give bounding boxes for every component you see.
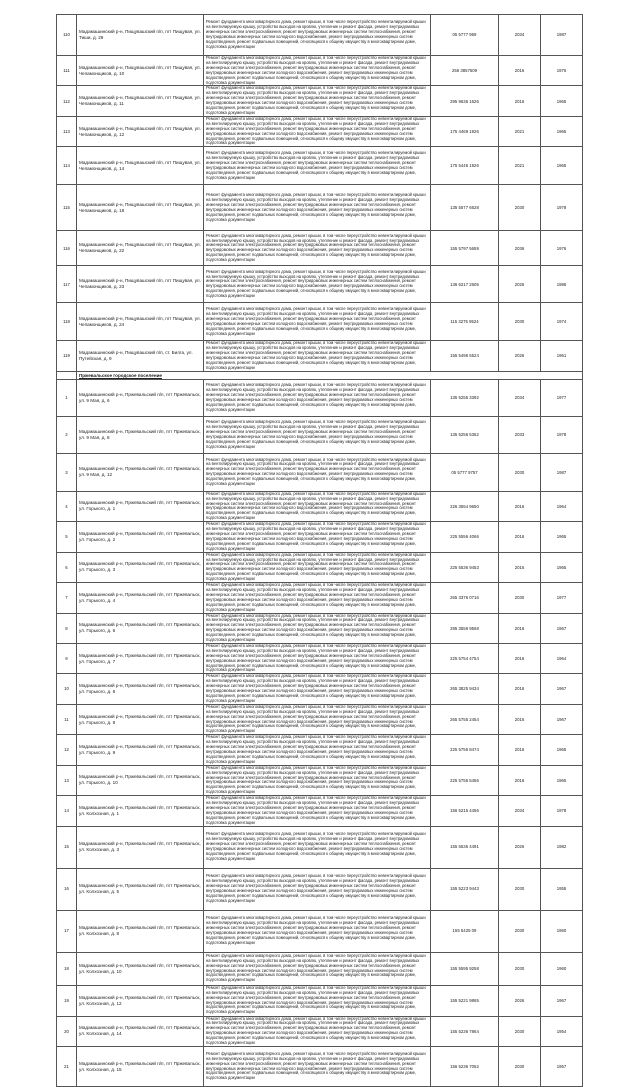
row-address: Мадамашинский р-н, Пржевальский п/п, пгт Пржевальск, ул. Горького, д. 8: [77, 674, 204, 704]
row-number: 9: [57, 643, 77, 673]
row-address: Мадамашинский р-н, Пржевальский п/п, пгт Пржевальск, ул. Колхозная, д. 14: [77, 1016, 204, 1046]
row-cadastral-number: 05 5777 959: [431, 15, 499, 56]
table-row: [57, 1047, 583, 1087]
row-repair-year: 2034: [499, 796, 541, 826]
row-work-description: Ремонт фундамента многоквартирного дома, ремонт крыши, в том числе переустройство невентилируемой крыши на вентилируемую крышу, устройство выходов на кровлю, утепление и ремонт фасада, ремонт внутридомовых инженерных систем электроснабжения, ремонт внутридомовых инженерных систем теплоснабжения, ремонт внутридомовых инженерных систем холодного водоснабжения, ремонт внутридомовых инженерных систем водоотведения, ремонт подвальных помещений, относящихся к общему имуществу в многоквартирном доме, подготовка документации: [204, 522, 431, 552]
row-build-year: 1955: [541, 868, 583, 910]
row-build-year: 1965: [541, 735, 583, 765]
table-row: [57, 704, 583, 734]
table-row: [57, 674, 583, 704]
row-address: Мадамашинский р-н, Пржевальский п/п, пгт Пржевальск, ул. 9 Мая, д. 12: [77, 453, 204, 491]
row-address: Мадамашинский р-н, Пржевальский п/п, пгт Пржевальск, ул. Горького, д. 3: [77, 552, 204, 582]
row-build-year: 1961: [541, 341, 583, 371]
row-cadastral-number: 135 5256 5352: [431, 416, 499, 453]
section-header-row: [57, 371, 583, 379]
row-address: Мадамашинский р-н, Пржевальский п/п, пгт Пржевальск, ул. Горького, д. 6: [77, 613, 204, 643]
row-repair-year: 2036: [499, 231, 541, 266]
row-repair-year: 2030: [499, 185, 541, 231]
row-cadastral-number: 265 3376 0716: [431, 583, 499, 613]
row-repair-year: 2016: [499, 765, 541, 795]
row-number: 11: [57, 704, 77, 734]
row-cadastral-number: 226 3554 9650: [431, 491, 499, 521]
row-address: Мадамашинский р-н, Пищувашский п/п, ст. Билга, ул. Путейская, д. 9: [77, 341, 204, 371]
table-row: [57, 453, 583, 491]
row-build-year: 1976: [541, 56, 583, 86]
row-work-description: Ремонт фундамента многоквартирного дома, ремонт крыши, в том числе переустройство невентилируемой крыши на вентилируемую крышу, устройство выходов на кровлю, утепление и ремонт фасада, ремонт внутридомовых инженерных систем электроснабжения, ремонт внутридомовых инженерных систем теплоснабжения, ремонт внутридомовых инженерных систем холодного водоснабжения, ремонт внутридомовых инженерных систем водоотведения, ремонт подвальных помещений, относящихся к общему имуществу в многоквартирном доме, подготовка документации: [204, 643, 431, 673]
row-address: Мадамашинский р-н, Пржевальский п/п, пгт Пржевальск, ул. Колхозная, д. 12: [77, 985, 204, 1016]
row-repair-year: 2016: [499, 522, 541, 552]
row-build-year: 1976: [541, 231, 583, 266]
table-row: [57, 266, 583, 303]
row-build-year: 1965: [541, 86, 583, 116]
row-build-year: 1967: [541, 985, 583, 1016]
row-cadastral-number: 156 5236 7052: [431, 1047, 499, 1087]
row-address: Мадамашинский р-н, Пржевальский п/п, пгт Пржевальск, ул. Горького, д. 9: [77, 735, 204, 765]
row-cadastral-number: 155 5595 9258: [431, 952, 499, 985]
row-number: 118: [57, 303, 77, 341]
row-address: Мадамашинский р-н, Пржевальский п/п, пгт Пржевальск, ул. Колхозная, д. 5: [77, 868, 204, 910]
row-work-description: Ремонт фундамента многоквартирного дома, ремонт крыши, в том числе переустройство невентилируемой крыши на вентилируемую крышу, устройство выходов на кровлю, утепление и ремонт фасада, ремонт внутридомовых инженерных систем электроснабжения, ремонт внутридомовых инженерных систем теплоснабжения, ремонт внутридомовых инженерных систем холодного водоснабжения, ремонт внутридомовых инженерных систем водоотведения, ремонт подвальных помещений, относящихся к общему имуществу в многоквартирном доме, подготовка документации: [204, 583, 431, 613]
row-address: Мадамашинский р-н, Пржевальский п/п, пгт Пржевальск, ул. Колхозная, д. 15: [77, 1047, 204, 1087]
row-address: Мадамашинский р-н, Пищувашский п/п, пгт Пищувая, ул. Чепамонщиков, д. 11: [77, 86, 204, 116]
row-number: 5: [57, 522, 77, 552]
row-number: 4: [57, 491, 77, 521]
row-repair-year: 2030: [499, 583, 541, 613]
row-number: 119: [57, 341, 77, 371]
row-number: 10: [57, 674, 77, 704]
row-number: 16: [57, 868, 77, 910]
table-row: [57, 147, 583, 185]
row-cadastral-number: 135 5577 6628: [431, 185, 499, 231]
row-number: 8: [57, 613, 77, 643]
row-address: Мадамашинский р-н, Пржевальский п/п, пгт Пржевальск, ул. Горького, д. 2: [77, 522, 204, 552]
row-number: 13: [57, 765, 77, 795]
row-work-description: Ремонт фундамента многоквартирного дома, ремонт крыши, в том числе переустройство невентилируемой крыши на вентилируемую крышу, устройство выходов на кровлю, утепление и ремонт фасада, ремонт внутридомовых инженерных систем электроснабжения, ремонт внутридомовых инженерных систем теплоснабжения, ремонт внутридомовых инженерных систем холодного водоснабжения, ремонт внутридомовых инженерных систем водоотведения, ремонт подвальных помещений, относящихся к общему имуществу в многоквартирном доме, подготовка документации: [204, 379, 431, 416]
table-row: [57, 416, 583, 453]
row-work-description: Ремонт фундамента многоквартирного дома, ремонт крыши, в том числе переустройство невентилируемой крыши на вентилируемую крышу, устройство выходов на кровлю, утепление и ремонт фасада, ремонт внутридомовых инженерных систем электроснабжения, ремонт внутридомовых инженерных систем теплоснабжения, ремонт внутридомовых инженерных систем холодного водоснабжения, ремонт внутридомовых инженерных систем водоотведения, ремонт подвальных помещений, относящихся к общему имуществу в многоквартирном доме, подготовка документации: [204, 826, 431, 868]
row-address: Мадамашинский р-н, Пищувашский п/п, пгт Пищувая, ул. Чепамонщиков, д. 23: [77, 266, 204, 303]
row-work-description: Ремонт фундамента многоквартирного дома, ремонт крыши, в том числе переустройство невентилируемой крыши на вентилируемую крышу, устройство выходов на кровлю, утепление и ремонт фасада, ремонт внутридомовых инженерных систем электроснабжения, ремонт внутридомовых инженерных систем теплоснабжения, ремонт внутридомовых инженерных систем холодного водоснабжения, ремонт внутридомовых инженерных систем водоотведения, ремонт подвальных помещений, относящихся к общему имуществу в многоквартирном доме, подготовка документации: [204, 1047, 431, 1087]
row-build-year: 1967: [541, 704, 583, 734]
table-row: [57, 868, 583, 910]
row-build-year: 1977: [541, 379, 583, 416]
row-number: 117: [57, 266, 77, 303]
row-work-description: Ремонт фундамента многоквартирного дома, ремонт крыши, в том числе переустройство невентилируемой крыши на вентилируемую крышу, устройство выходов на кровлю, утепление и ремонт фасада, ремонт внутридомовых инженерных систем электроснабжения, ремонт внутридомовых инженерных систем теплоснабжения, ремонт внутридомовых инженерных систем холодного водоснабжения, ремонт внутридомовых инженерных систем водоотведения, ремонт подвальных помещений, относящихся к общему имуществу в многоквартирном доме, подготовка документации: [204, 796, 431, 826]
row-build-year: 1965: [541, 147, 583, 185]
row-number: 17: [57, 910, 77, 952]
row-build-year: 1965: [541, 522, 583, 552]
table-row: [57, 552, 583, 582]
row-number: 111: [57, 56, 77, 86]
row-address: Мадамашинский р-н, Пржевальский п/п, пгт Пржевальск, ул. Горького, д. 10: [77, 765, 204, 795]
row-repair-year: 2016: [499, 674, 541, 704]
row-address: Мадамашинский р-н, Пищувашский п/п, пгт Пищувая, ул. Тиши, д. 29: [77, 15, 204, 56]
row-build-year: 1978: [541, 185, 583, 231]
table-row: [57, 56, 583, 86]
row-build-year: 1974: [541, 303, 583, 341]
row-repair-year: 2016: [499, 56, 541, 86]
row-work-description: Ремонт фундамента многоквартирного дома, ремонт крыши, в том числе переустройство невентилируемой крыши на вентилируемую крышу, устройство выходов на кровлю, утепление и ремонт фасада, ремонт внутридомовых инженерных систем электроснабжения, ремонт внутридомовых инженерных систем теплоснабжения, ремонт внутридомовых инженерных систем холодного водоснабжения, ремонт внутридомовых инженерных систем водоотведения, ремонт подвальных помещений, относящихся к общему имуществу в многоквартирном доме, подготовка документации: [204, 56, 431, 86]
row-address: Мадамашинский р-н, Пржевальский п/п, пгт Пржевальск, ул. Колхозная, д. 3: [77, 826, 204, 868]
table-row: [57, 231, 583, 266]
row-cadastral-number: 175 4469 1926: [431, 116, 499, 146]
row-number: 3: [57, 453, 77, 491]
row-cadastral-number: 115 3275 9524: [431, 303, 499, 341]
row-number: 19: [57, 985, 77, 1016]
row-repair-year: 2033: [499, 416, 541, 453]
row-cadastral-number: 175 5446 1926: [431, 147, 499, 185]
row-repair-year: 2016: [499, 552, 541, 582]
row-number: 15: [57, 826, 77, 868]
row-cadastral-number: 155 5223 9443: [431, 868, 499, 910]
row-address: Мадамашинский р-н, Пржевальский п/п, пгт Пржевальск, ул. Колхозная, д. 10: [77, 952, 204, 985]
row-number: 18: [57, 952, 77, 985]
table-row: [57, 303, 583, 341]
row-work-description: Ремонт фундамента многоквартирного дома, ремонт крыши, в том числе переустройство невентилируемой крыши на вентилируемую крышу, устройство выходов на кровлю, утепление и ремонт фасада, ремонт внутридомовых инженерных систем электроснабжения, ремонт внутридомовых инженерных систем теплоснабжения, ремонт внутридомовых инженерных систем холодного водоснабжения, ремонт внутридомовых инженерных систем водоотведения, ремонт подвальных помещений, относящихся к общему имуществу в многоквартирном доме, подготовка документации: [204, 116, 431, 146]
row-address: Мадамашинский р-н, Пржевальский п/п, пгт Пржевальск, ул. Колхозная, д. 8: [77, 910, 204, 952]
row-work-description: Ремонт фундамента многоквартирного дома, ремонт крыши, в том числе переустройство невентилируемой крыши на вентилируемую крышу, устройство выходов на кровлю, утепление и ремонт фасада, ремонт внутридомовых инженерных систем электроснабжения, ремонт внутридомовых инженерных систем теплоснабжения, ремонт внутридомовых инженерных систем холодного водоснабжения, ремонт внутридомовых инженерных систем водоотведения, ремонт подвальных помещений, относящихся к общему имуществу в многоквартирном доме, подготовка документации: [204, 910, 431, 952]
row-address: Мадамашинский р-н, Пржевальский п/п, пгт Пржевальск, ул. Горького, д. 8: [77, 704, 204, 734]
row-repair-year: 2030: [499, 1047, 541, 1087]
table-row: [57, 796, 583, 826]
row-build-year: 1964: [541, 491, 583, 521]
row-address: Мадамашинский р-н, Пржевальский п/п, пгт Пржевальск, ул. Горького, д. 7: [77, 643, 204, 673]
row-build-year: 1987: [541, 453, 583, 491]
row-cadastral-number: 256 3857509: [431, 56, 499, 86]
row-cadastral-number: 295 9636 1626: [431, 86, 499, 116]
row-build-year: 1964: [541, 643, 583, 673]
row-build-year: 1960: [541, 910, 583, 952]
row-build-year: 1965: [541, 552, 583, 582]
table-row: [57, 116, 583, 146]
row-work-description: Ремонт фундамента многоквартирного дома, ремонт крыши, в том числе переустройство невентилируемой крыши на вентилируемую крышу, устройство выходов на кровлю, утепление и ремонт фасада, ремонт внутридомовых инженерных систем электроснабжения, ремонт внутридомовых инженерных систем теплоснабжения, ремонт внутридомовых инженерных систем холодного водоснабжения, ремонт внутридомовых инженерных систем водоотведения, ремонт подвальных помещений, относящихся к общему имуществу в многоквартирном доме, подготовка документации: [204, 985, 431, 1016]
row-repair-year: 2016: [499, 613, 541, 643]
row-build-year: 1954: [541, 1016, 583, 1046]
row-cadastral-number: 225 5556 4066: [431, 522, 499, 552]
table-row: [57, 86, 583, 116]
row-cadastral-number: 155 5425 09: [431, 910, 499, 952]
row-repair-year: 2016: [499, 86, 541, 116]
row-address: Мадамашинский р-н, Пржевальский п/п, пгт Пржевальск, ул. 9 Мая, д. 6: [77, 379, 204, 416]
table-row: [57, 185, 583, 231]
row-cadastral-number: 135 5255 3392: [431, 379, 499, 416]
row-repair-year: 2026: [499, 985, 541, 1016]
row-address: Мадамашинский р-н, Пищувашский п/п, пгт Пищувая, ул. Чепамонщиков, д. 14: [77, 147, 204, 185]
row-repair-year: 2021: [499, 147, 541, 185]
section-title: Пржевальское городское поселение: [77, 371, 583, 379]
row-cadastral-number: 225 5755 5456: [431, 765, 499, 795]
row-work-description: Ремонт фундамента многоквартирного дома, ремонт крыши, в том числе переустройство невентилируемой крыши на вентилируемую крышу, устройство выходов на кровлю, утепление и ремонт фасада, ремонт внутридомовых инженерных систем электроснабжения, ремонт внутридомовых инженерных систем теплоснабжения, ремонт внутридомовых инженерных систем холодного водоснабжения, ремонт внутридомовых инженерных систем водоотведения, ремонт подвальных помещений, относящихся к общему имуществу в многоквартирном доме, подготовка документации: [204, 704, 431, 734]
row-address: Мадамашинский р-н, Пржевальский п/п, пгт Пржевальск, ул. Колхозная, д. 1: [77, 796, 204, 826]
table-row: [57, 522, 583, 552]
row-repair-year: 2030: [499, 1016, 541, 1046]
table-row: [57, 735, 583, 765]
table-row: [57, 910, 583, 952]
row-repair-year: 2016: [499, 491, 541, 521]
row-repair-year: 2030: [499, 453, 541, 491]
row-build-year: 1957: [541, 1047, 583, 1087]
row-work-description: Ремонт фундамента многоквартирного дома, ремонт крыши, в том числе переустройство невентилируемой крыши на вентилируемую крышу, устройство выходов на кровлю, утепление и ремонт фасада, ремонт внутридомовых инженерных систем электроснабжения, ремонт внутридомовых инженерных систем теплоснабжения, ремонт внутридомовых инженерных систем холодного водоснабжения, ремонт внутридомовых инженерных систем водоотведения, ремонт подвальных помещений, относящихся к общему имуществу в многоквартирном доме, подготовка документации: [204, 552, 431, 582]
row-work-description: Ремонт фундамента многоквартирного дома, ремонт крыши, в том числе переустройство невентилируемой крыши на вентилируемую крышу, устройство выходов на кровлю, утепление и ремонт фасада, ремонт внутридомовых инженерных систем электроснабжения, ремонт внутридомовых инженерных систем теплоснабжения, ремонт внутридомовых инженерных систем холодного водоснабжения, ремонт внутридомовых инженерных систем водоотведения, ремонт подвальных помещений, относящихся к общему имуществу в многоквартирном доме, подготовка документации: [204, 147, 431, 185]
row-build-year: 1978: [541, 796, 583, 826]
row-number: 115: [57, 185, 77, 231]
row-repair-year: 2026: [499, 266, 541, 303]
row-build-year: 1978: [541, 416, 583, 453]
row-work-description: Ремонт фундамента многоквартирного дома, ремонт крыши, в том числе переустройство невентилируемой крыши на вентилируемую крышу, устройство выходов на кровлю, утепление и ремонт фасада, ремонт внутридомовых инженерных систем электроснабжения, ремонт внутридомовых инженерных систем теплоснабжения, ремонт внутридомовых инженерных систем холодного водоснабжения, ремонт внутридомовых инженерных систем водоотведения, ремонт подвальных помещений, относящихся к общему имуществу в многоквартирном доме, подготовка документации: [204, 15, 431, 56]
table-row: [57, 15, 583, 56]
row-address: Мадамашинский р-н, Пищувашский п/п, пгт Пищувая, ул. Чепамонщиков, д. 12: [77, 116, 204, 146]
row-build-year: 1960: [541, 952, 583, 985]
row-repair-year: 2030: [499, 910, 541, 952]
row-cadastral-number: 136 6217 2605: [431, 266, 499, 303]
row-build-year: 1977: [541, 583, 583, 613]
row-cadastral-number: 155 5236 7864: [431, 1016, 499, 1046]
row-repair-year: 2030: [499, 303, 541, 341]
row-number: 21: [57, 1047, 77, 1087]
document-page: [56, 14, 582, 1087]
table-row: [57, 379, 583, 416]
row-repair-year: 2016: [499, 735, 541, 765]
row-repair-year: 2030: [499, 952, 541, 985]
row-address: Мадамашинский р-н, Пищувашский п/п, пгт Пищувая, ул. Чепамонщиков, д. 10: [77, 56, 204, 86]
row-cadastral-number: 155 5797 5659: [431, 231, 499, 266]
table-row: [57, 985, 583, 1016]
row-build-year: 1965: [541, 765, 583, 795]
table-row: [57, 765, 583, 795]
row-number: 6: [57, 552, 77, 582]
row-work-description: Ремонт фундамента многоквартирного дома, ремонт крыши, в том числе переустройство невентилируемой крыши на вентилируемую крышу, устройство выходов на кровлю, утепление и ремонт фасада, ремонт внутридомовых инженерных систем электроснабжения, ремонт внутридомовых инженерных систем теплоснабжения, ремонт внутридомовых инженерных систем холодного водоснабжения, ремонт внутридомовых инженерных систем водоотведения, ремонт подвальных помещений, относящихся к общему имуществу в многоквартирном доме, подготовка документации: [204, 491, 431, 521]
housing-repair-table: [56, 14, 583, 1087]
row-work-description: Ремонт фундамента многоквартирного дома, ремонт крыши, в том числе переустройство невентилируемой крыши на вентилируемую крышу, устройство выходов на кровлю, утепление и ремонт фасада, ремонт внутридомовых инженерных систем электроснабжения, ремонт внутридомовых инженерных систем теплоснабжения, ремонт внутридомовых инженерных систем холодного водоснабжения, ремонт внутридомовых инженерных систем водоотведения, ремонт подвальных помещений, относящихся к общему имуществу в многоквартирном доме, подготовка документации: [204, 303, 431, 341]
row-work-description: Ремонт фундамента многоквартирного дома, ремонт крыши, в том числе переустройство невентилируемой крыши на вентилируемую крышу, устройство выходов на кровлю, утепление и ремонт фасада, ремонт внутридомовых инженерных систем электроснабжения, ремонт внутридомовых инженерных систем теплоснабжения, ремонт внутридомовых инженерных систем холодного водоснабжения, ремонт внутридомовых инженерных систем водоотведения, ремонт подвальных помещений, относящихся к общему имуществу в многоквартирном доме, подготовка документации: [204, 453, 431, 491]
row-number: 14: [57, 796, 77, 826]
table-row: [57, 341, 583, 371]
row-work-description: Ремонт фундамента многоквартирного дома, ремонт крыши, в том числе переустройство невентилируемой крыши на вентилируемую крышу, устройство выходов на кровлю, утепление и ремонт фасада, ремонт внутридомовых инженерных систем электроснабжения, ремонт внутридомовых инженерных систем теплоснабжения, ремонт внутридомовых инженерных систем холодного водоснабжения, ремонт внутридомовых инженерных систем водоотведения, ремонт подвальных помещений, относящихся к общему имуществу в многоквартирном доме, подготовка документации: [204, 86, 431, 116]
row-address: Мадамашинский р-н, Пищувашский п/п, пгт Пищувая, ул. Чепамонщиков, д. 18: [77, 185, 204, 231]
row-repair-year: 2034: [499, 15, 541, 56]
row-repair-year: 2016: [499, 704, 541, 734]
row-number: 7: [57, 583, 77, 613]
table-row: [57, 613, 583, 643]
row-build-year: 1967: [541, 674, 583, 704]
row-work-description: Ремонт фундамента многоквартирного дома, ремонт крыши, в том числе переустройство невентилируемой крыши на вентилируемую крышу, устройство выходов на кровлю, утепление и ремонт фасада, ремонт внутридомовых инженерных систем электроснабжения, ремонт внутридомовых инженерных систем теплоснабжения, ремонт внутридомовых инженерных систем холодного водоснабжения, ремонт внутридомовых инженерных систем водоотведения, ремонт подвальных помещений, относящихся к общему имуществу в многоквартирном доме, подготовка документации: [204, 1016, 431, 1046]
row-build-year: 1987: [541, 15, 583, 56]
row-work-description: Ремонт фундамента многоквартирного дома, ремонт крыши, в том числе переустройство невентилируемой крыши на вентилируемую крышу, устройство выходов на кровлю, утепление и ремонт фасада, ремонт внутридомовых инженерных систем электроснабжения, ремонт внутридомовых инженерных систем теплоснабжения, ремонт внутридомовых инженерных систем холодного водоснабжения, ремонт внутридомовых инженерных систем водоотведения, ремонт подвальных помещений, относящихся к общему имуществу в многоквартирном доме, подготовка документации: [204, 613, 431, 643]
row-address: Мадамашинский р-н, Пржевальский п/п, пгт Пржевальск, ул. Горького, д. 1: [77, 491, 204, 521]
row-cadastral-number: 156 5215 4456: [431, 796, 499, 826]
row-work-description: Ремонт фундамента многоквартирного дома, ремонт крыши, в том числе переустройство невентилируемой крыши на вентилируемую крышу, устройство выходов на кровлю, утепление и ремонт фасада, ремонт внутридомовых инженерных систем электроснабжения, ремонт внутридомовых инженерных систем теплоснабжения, ремонт внутридомовых инженерных систем холодного водоснабжения, ремонт внутридомовых инженерных систем водоотведения, ремонт подвальных помещений, относящихся к общему имуществу в многоквартирном доме, подготовка документации: [204, 868, 431, 910]
row-cadastral-number: 225 5536 9453: [431, 552, 499, 582]
row-cadastral-number: 05 5777 9757: [431, 453, 499, 491]
row-repair-year: 2034: [499, 379, 541, 416]
row-build-year: 1982: [541, 826, 583, 868]
table-row: [57, 826, 583, 868]
table-row: [57, 583, 583, 613]
row-number: 114: [57, 147, 77, 185]
row-number: 116: [57, 231, 77, 266]
row-number: 112: [57, 86, 77, 116]
row-work-description: Ремонт фундамента многоквартирного дома, ремонт крыши, в том числе переустройство невентилируемой крыши на вентилируемую крышу, устройство выходов на кровлю, утепление и ремонт фасада, ремонт внутридомовых инженерных систем электроснабжения, ремонт внутридомовых инженерных систем теплоснабжения, ремонт внутридомовых инженерных систем холодного водоснабжения, ремонт внутридомовых инженерных систем водоотведения, ремонт подвальных помещений, относящихся к общему имуществу в многоквартирном доме, подготовка документации: [204, 341, 431, 371]
row-cadastral-number: 155 5536 4491: [431, 826, 499, 868]
row-work-description: Ремонт фундамента многоквартирного дома, ремонт крыши, в том числе переустройство невентилируемой крыши на вентилируемую крышу, устройство выходов на кровлю, утепление и ремонт фасада, ремонт внутридомовых инженерных систем электроснабжения, ремонт внутридомовых инженерных систем теплоснабжения, ремонт внутридомовых инженерных систем холодного водоснабжения, ремонт внутридомовых инженерных систем водоотведения, ремонт подвальных помещений, относящихся к общему имуществу в многоквартирном доме, подготовка документации: [204, 952, 431, 985]
row-work-description: Ремонт фундамента многоквартирного дома, ремонт крыши, в том числе переустройство невентилируемой крыши на вентилируемую крышу, устройство выходов на кровлю, утепление и ремонт фасада, ремонт внутридомовых инженерных систем электроснабжения, ремонт внутридомовых инженерных систем теплоснабжения, ремонт внутридомовых инженерных систем холодного водоснабжения, ремонт внутридомовых инженерных систем водоотведения, ремонт подвальных помещений, относящихся к общему имуществу в многоквартирном доме, подготовка документации: [204, 735, 431, 765]
row-number: 113: [57, 116, 77, 146]
row-work-description: Ремонт фундамента многоквартирного дома, ремонт крыши, в том числе переустройство невентилируемой крыши на вентилируемую крышу, устройство выходов на кровлю, утепление и ремонт фасада, ремонт внутридомовых инженерных систем электроснабжения, ремонт внутридомовых инженерных систем теплоснабжения, ремонт внутридомовых инженерных систем холодного водоснабжения, ремонт внутридомовых инженерных систем водоотведения, ремонт подвальных помещений, относящихся к общему имуществу в многоквартирном доме, подготовка документации: [204, 266, 431, 303]
row-repair-year: 2026: [499, 826, 541, 868]
row-number: 110: [57, 15, 77, 56]
table-row: [57, 643, 583, 673]
row-work-description: Ремонт фундамента многоквартирного дома, ремонт крыши, в том числе переустройство невентилируемой крыши на вентилируемую крышу, устройство выходов на кровлю, утепление и ремонт фасада, ремонт внутридомовых инженерных систем электроснабжения, ремонт внутридомовых инженерных систем теплоснабжения, ремонт внутридомовых инженерных систем холодного водоснабжения, ремонт внутридомовых инженерных систем водоотведения, ремонт подвальных помещений, относящихся к общему имуществу в многоквартирном доме, подготовка документации: [204, 231, 431, 266]
row-cadastral-number: 225 5755 8474: [431, 735, 499, 765]
row-work-description: Ремонт фундамента многоквартирного дома, ремонт крыши, в том числе переустройство невентилируемой крыши на вентилируемую крышу, устройство выходов на кровлю, утепление и ремонт фасада, ремонт внутридомовых инженерных систем электроснабжения, ремонт внутридомовых инженерных систем теплоснабжения, ремонт внутридомовых инженерных систем холодного водоснабжения, ремонт внутридомовых инженерных систем водоотведения, ремонт подвальных помещений, относящихся к общему имуществу в многоквартирном доме, подготовка документации: [204, 674, 431, 704]
row-repair-year: 2026: [499, 341, 541, 371]
row-cadastral-number: 225 5754 4754: [431, 643, 499, 673]
row-repair-year: 2021: [499, 116, 541, 146]
row-address: Мадамашинский р-н, Пищувашский п/п, пгт Пищувая, ул. Чепамонщиков, д. 24: [77, 303, 204, 341]
row-work-description: Ремонт фундамента многоквартирного дома, ремонт крыши, в том числе переустройство невентилируемой крыши на вентилируемую крышу, устройство выходов на кровлю, утепление и ремонт фасада, ремонт внутридомовых инженерных систем электроснабжения, ремонт внутридомовых инженерных систем теплоснабжения, ремонт внутридомовых инженерных систем холодного водоснабжения, ремонт внутридомовых инженерных систем водоотведения, ремонт подвальных помещений, относящихся к общему имуществу в многоквартирном доме, подготовка документации: [204, 416, 431, 453]
table-row: [57, 1016, 583, 1046]
row-number: 12: [57, 735, 77, 765]
row-address: Мадамашинский р-н, Пржевальский п/п, пгт Пржевальск, ул. 9 Мая, д. 8: [77, 416, 204, 453]
row-cadastral-number: 155 5221 9865: [431, 985, 499, 1016]
row-cadastral-number: 265 3825 9434: [431, 674, 499, 704]
row-work-description: Ремонт фундамента многоквартирного дома, ремонт крыши, в том числе переустройство невентилируемой крыши на вентилируемую крышу, устройство выходов на кровлю, утепление и ремонт фасада, ремонт внутридомовых инженерных систем электроснабжения, ремонт внутридомовых инженерных систем теплоснабжения, ремонт внутридомовых инженерных систем холодного водоснабжения, ремонт внутридомовых инженерных систем водоотведения, ремонт подвальных помещений, относящихся к общему имуществу в многоквартирном доме, подготовка документации: [204, 185, 431, 231]
row-number: 2: [57, 416, 77, 453]
row-address: Мадамашинский р-н, Пржевальский п/п, пгт Пржевальск, ул. Горького, д. 4: [77, 583, 204, 613]
row-cadastral-number: 155 5496 5524: [431, 341, 499, 371]
row-number: 1: [57, 379, 77, 416]
row-build-year: 1967: [541, 613, 583, 643]
table-row: [57, 491, 583, 521]
row-work-description: Ремонт фундамента многоквартирного дома, ремонт крыши, в том числе переустройство невентилируемой крыши на вентилируемую крышу, устройство выходов на кровлю, утепление и ремонт фасада, ремонт внутридомовых инженерных систем электроснабжения, ремонт внутридомовых инженерных систем теплоснабжения, ремонт внутридомовых инженерных систем холодного водоснабжения, ремонт внутридомовых инженерных систем водоотведения, ремонт подвальных помещений, относящихся к общему имуществу в многоквартирном доме, подготовка документации: [204, 765, 431, 795]
row-build-year: 1986: [541, 266, 583, 303]
table-row: [57, 952, 583, 985]
row-build-year: 1965: [541, 116, 583, 146]
row-repair-year: 2030: [499, 868, 541, 910]
row-address: Мадамашинский р-н, Пищувашский п/п, пгт Пищувая, ул. Чепамонщиков, д. 22: [77, 231, 204, 266]
row-number: 20: [57, 1016, 77, 1046]
row-cadastral-number: 295 3559 9568: [431, 613, 499, 643]
row-repair-year: 2016: [499, 643, 541, 673]
row-cadastral-number: 265 5755 2454: [431, 704, 499, 734]
